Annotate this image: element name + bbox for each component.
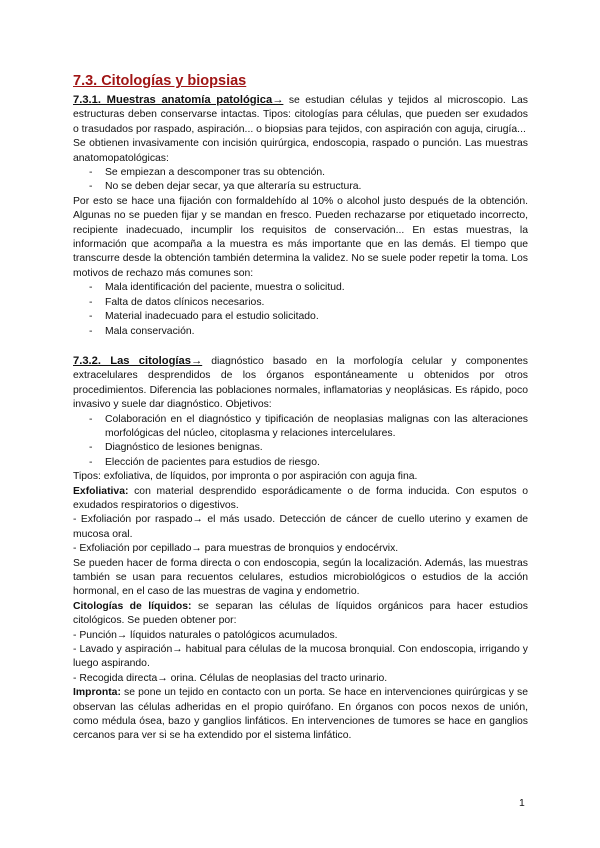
s2-impronta (73, 686, 528, 744)
list-item: - Mala conservación. (105, 325, 528, 339)
s2-liquidos (73, 600, 528, 629)
s1-intro-text: se estudian células y tejidos al microscopio. Las estructuras deben conservarse intactas. Tipos: citologías para células, que pueden ser exudados o trasudados por raspado, aspiración... o biopsias para tejidos, con aspiración con aguja, cirugía... (73, 95, 529, 135)
list-item: - No se deben dejar secar, ya que alteraría su estructura. (105, 180, 528, 194)
s2-intro (73, 354, 528, 413)
s1-list-rejection (73, 281, 528, 339)
section-title: 7.3. Citologías y biopsias (73, 73, 247, 89)
s1-list-properties (73, 166, 528, 195)
s2-exf-more: Se pueden hacer de forma directa o con endoscopia, según la localización. Además, las muestras también se usan para recuentos celulares, estudios microbiológicos o estudios de la acción hormonal, en el caso de las muestras de vagina y endometrio. (73, 557, 528, 598)
s2-heading: 7.3.2. Las citologías→ (73, 354, 203, 367)
list-item: - Diagnóstico de lesiones benignas. (105, 441, 528, 455)
s2-liq-puncion: - Punción→ líquidos naturales o patológicos acumulados. (73, 629, 338, 641)
impronta-label: Impronta: (73, 687, 121, 699)
s2-liq-recogida: - Recogida directa→ orina. Células de neoplasias del tracto urinario. (73, 672, 388, 684)
s1-heading: 7.3.1. Muestras anatomía patológica→ (73, 94, 284, 106)
s2-exf-raspado: - Exfoliación por raspado→ el más usado. Detección de cáncer de cuello uterino y examen de mucosa oral. (73, 514, 528, 540)
s2-exf-cepillado: - Exfoliación por cepillado→ para muestras de bronquios y endocérvix. (73, 543, 399, 555)
s1-paragraph-3: Por esto se hace una fijación con formaldehído al 10% o alcohol justo después de la obtención. Algunas no se pueden fijar y se mandan en fresco. Pueden rechazarse por etiquetado incorrecto, recipiente inadecuado, incumplir los requisitos de conservación... En estas muestras, la información que acompaña a la muestra es más importante que en las demás. El tiempo que transcurre desde la obtención también determina la validez. No se suele poder repetir la toma. Los motivos de rechazo más comunes son: (73, 195, 528, 279)
s2-intro-text: diagnóstico basado en la morfología celular y componentes extracelulares desprendidos de los órganos espontáneamente u obtenidos por otros procedimientos. Diferencia las poblaciones normales, inflamatorias y neoplásicas. Es rápido, poco invasivo y suele dar diagnóstico. Objetivos: (73, 355, 529, 411)
list-item: - Mala identificación del paciente, muestra o solicitud. (105, 281, 528, 295)
impronta-text: se pone un tejido en contacto con un porta. Se hace en intervenciones quirúrgicas y se observan las células adheridas en el propio quirófano. En órganos con pocos nexos de unión, como médula ósea, bazo y ganglios linfáticos. En intervenciones de tumores se hace en ganglios cercanos para ver si se ha extendido por el sistema linfático. (73, 687, 528, 742)
s2-tipos: Tipos: exfoliativa, de líquidos, por impronta o por aspiración con aguja fina. (73, 471, 418, 483)
list-item: - Falta de datos clínicos necesarios. (105, 296, 528, 310)
list-item: - Material inadecuado para el estudio solicitado. (105, 310, 528, 324)
s2-list-objectives (73, 413, 528, 471)
exfoliativa-text: con material desprendido esporádicamente o de forma inducida. Con esputos o exudados respiratorios o digestivos. (73, 485, 528, 511)
s2-exfoliativa (73, 485, 528, 514)
list-item: - Elección de pacientes para estudios de riesgo. (105, 456, 528, 470)
page-number: 1 (519, 798, 525, 809)
liquidos-text: se separan las células de líquidos orgánicos para hacer estudios citológicos. Se pueden obtener por: (73, 600, 528, 627)
liquidos-label: Citologías de líquidos: (73, 600, 192, 612)
document-page (73, 72, 528, 744)
s1-intro (73, 93, 528, 137)
s2-liq-lavado: - Lavado y aspiración→ habitual para células de la mucosa bronquial. Con endoscopia, irrigando y luego aspirando. (73, 644, 528, 670)
exfoliativa-label: Exfoliativa: (73, 485, 129, 497)
list-item: - Colaboración en el diagnóstico y tipificación de neoplasias malignas con las alteraciones morfológicas del núcleo, citoplasma y relaciones intercelulares. (105, 413, 528, 442)
list-item: - Se empiezan a descomponer tras su obtención. (105, 166, 528, 180)
s1-paragraph-2: Se obtienen invasivamente con incisión quirúrgica, endoscopia, raspado o punción. Las muestras anatomopatológicas: (73, 138, 528, 164)
